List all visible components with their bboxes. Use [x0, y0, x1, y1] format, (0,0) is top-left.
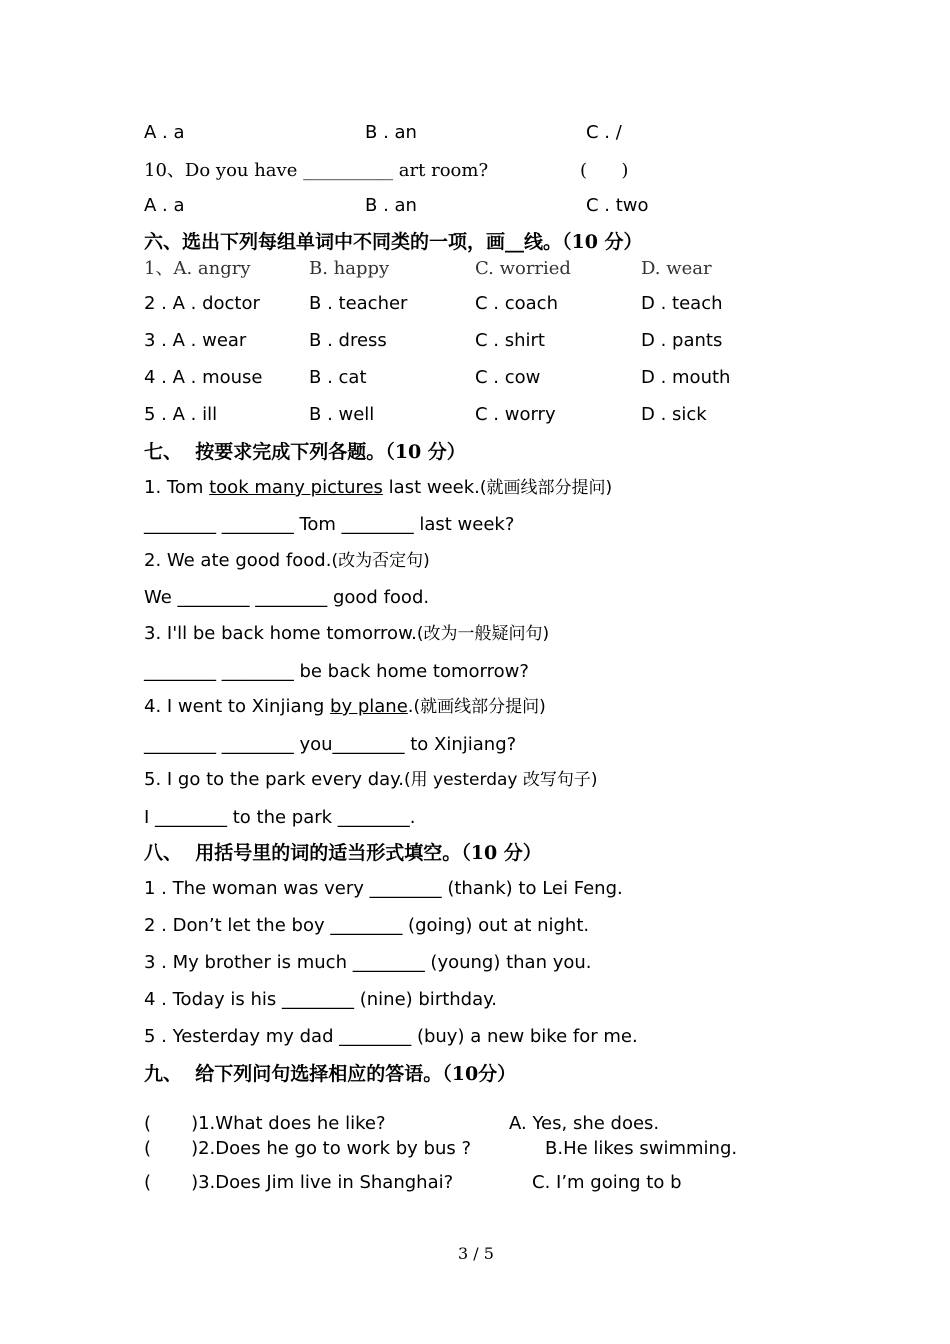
sec6-row2-d: D . teach: [641, 293, 723, 314]
sec6-row3-d: D . pants: [641, 330, 723, 351]
sec6-row2-a: 2 . A . doctor: [144, 293, 260, 314]
page-number: 3 / 5: [458, 1244, 494, 1263]
sec7-a5: I ________ to the park ________.: [144, 807, 416, 828]
sec9-a1: A. Yes, she does.: [509, 1113, 660, 1134]
sec6-row4-c: C . cow: [475, 367, 541, 388]
sec6-row2-b: B . teacher: [309, 293, 408, 314]
sec7-a3: ________ ________ be back home tomorrow?: [144, 661, 529, 682]
sec9-q2: ( )2.Does he go to work by bus ?: [144, 1138, 472, 1159]
sec6-row1-a: 1、A. angry: [144, 258, 251, 279]
sec8-item-4: 4 . Today is his ________ (nine) birthday.: [144, 989, 497, 1010]
q9-option-c: C . /: [586, 122, 622, 143]
sec9-a2: B.He likes swimming.: [545, 1138, 738, 1159]
sec7-q1-underlined: took many pictures: [209, 477, 383, 498]
sec7-q3: 3. I'll be back home tomorrow.(改为一般疑问句): [144, 623, 550, 644]
q9-option-b: B . an: [365, 122, 417, 143]
sec6-row5-d: D . sick: [641, 404, 707, 425]
sec7-a2: We ________ ________ good food.: [144, 587, 430, 608]
sec6-row5-c: C . worry: [475, 404, 556, 425]
sec7-a4: ________ ________ you________ to Xinjiang?: [144, 734, 517, 755]
sec7-q4: 4. I went to Xinjiang by plane.(就画线部分提问): [144, 696, 546, 717]
section-8-title: 八、 用括号里的词的适当形式填空。（10 分）: [144, 842, 542, 864]
sec9-q1: ( )1.What does he like?: [144, 1113, 386, 1134]
section-7-title: 七、 按要求完成下列各题。（10 分）: [144, 441, 466, 463]
sec9-a3: C. I’m going to b: [532, 1172, 682, 1193]
sec6-row3-b: B . dress: [309, 330, 387, 351]
sec7-q5: 5. I go to the park every day.(用 yesterday 改写句子): [144, 769, 598, 790]
q10-answer-paren: ( ): [580, 160, 629, 181]
q10-stem: 10、Do you have __________ art room?: [144, 160, 489, 181]
q10-option-a: A . a: [144, 195, 185, 216]
q9-option-a: A . a: [144, 122, 185, 143]
sec8-item-1: 1 . The woman was very ________ (thank) to Lei Feng.: [144, 878, 623, 899]
sec6-row5-b: B . well: [309, 404, 375, 425]
section-9-title: 九、 给下列问句选择相应的答语。（10分）: [144, 1063, 517, 1085]
sec6-row2-c: C . coach: [475, 293, 558, 314]
sec6-row4-d: D . mouth: [641, 367, 731, 388]
q10-option-b: B . an: [365, 195, 417, 216]
section-6-title: 六、选出下列每组单词中不同类的一项，画__线。（10 分）: [144, 231, 643, 253]
sec6-row1-c: C. worried: [475, 258, 571, 279]
sec7-q4-underlined: by plane: [330, 696, 408, 717]
sec7-a1: ________ ________ Tom ________ last week?: [144, 514, 515, 535]
sec9-q3: ( )3.Does Jim live in Shanghai?: [144, 1172, 454, 1193]
sec6-row1-b: B. happy: [309, 258, 390, 279]
sec6-row3-a: 3 . A . wear: [144, 330, 247, 351]
sec8-item-2: 2 . Don’t let the boy ________ (going) out at night.: [144, 915, 590, 936]
sec8-item-5: 5 . Yesterday my dad ________ (buy) a new bike for me.: [144, 1026, 638, 1047]
sec6-row4-b: B . cat: [309, 367, 367, 388]
sec6-row1-d: D. wear: [641, 258, 712, 279]
sec7-q1: 1. Tom took many pictures last week.(就画线部分提问): [144, 477, 613, 498]
sec8-item-3: 3 . My brother is much ________ (young) than you.: [144, 952, 592, 973]
sec6-row4-a: 4 . A . mouse: [144, 367, 263, 388]
sec6-row3-c: C . shirt: [475, 330, 545, 351]
sec6-row5-a: 5 . A . ill: [144, 404, 218, 425]
sec7-q2: 2. We ate good food.(改为否定句): [144, 550, 430, 571]
q10-option-c: C . two: [586, 195, 649, 216]
